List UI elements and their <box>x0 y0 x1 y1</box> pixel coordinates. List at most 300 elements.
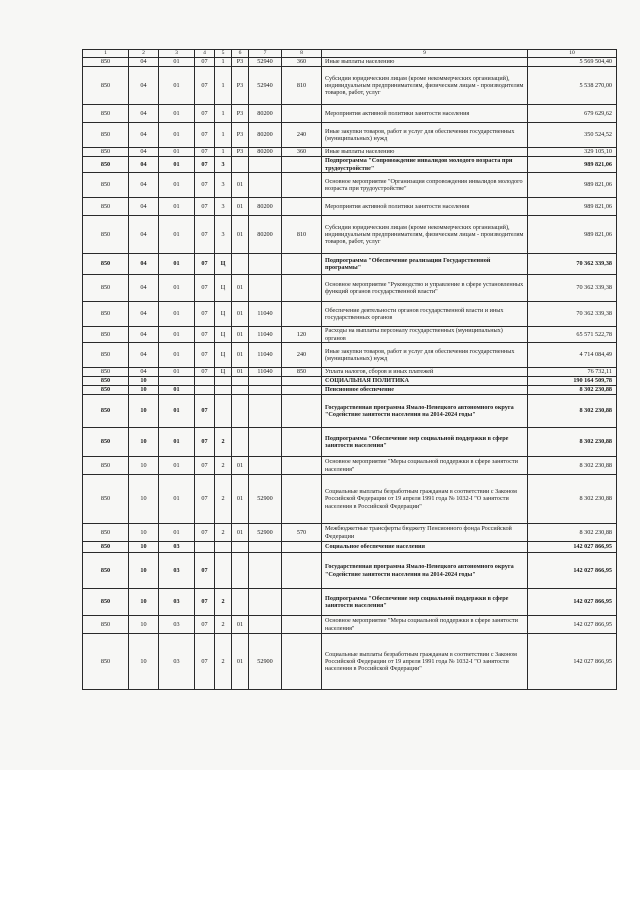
subprogram-code-cell: Ц <box>215 327 232 343</box>
table-row <box>83 616 617 634</box>
measure-code-cell: Р3 <box>232 105 249 123</box>
column-number: 1 <box>83 50 129 58</box>
subsection-code-cell: 03 <box>159 634 195 690</box>
program-code-cell: 07 <box>195 589 215 616</box>
section-code-cell: 10 <box>129 475 159 524</box>
expense-type-code-cell: 120 <box>282 327 322 343</box>
direction-code-cell: 80200 <box>249 148 282 157</box>
amount-cell: 70 362 339,38 <box>528 275 617 302</box>
subprogram-code-cell: 2 <box>215 457 232 475</box>
direction-code-cell: 11040 <box>249 302 282 327</box>
section-code-cell: 10 <box>129 457 159 475</box>
ministry-code-cell: 850 <box>83 616 129 634</box>
table-row <box>83 148 617 157</box>
subsection-code-cell: 01 <box>159 157 195 173</box>
table-row <box>83 553 617 589</box>
subprogram-code-cell: 3 <box>215 198 232 216</box>
expense-type-code-cell <box>282 275 322 302</box>
amount-cell: 142 027 866,95 <box>528 634 617 690</box>
section-code-cell: 04 <box>129 198 159 216</box>
section-code-cell: 10 <box>129 589 159 616</box>
table-row <box>83 123 617 148</box>
ministry-code-cell: 850 <box>83 275 129 302</box>
subsection-code-cell: 01 <box>159 327 195 343</box>
program-code-cell: 07 <box>195 148 215 157</box>
expense-type-code-cell <box>282 173 322 198</box>
program-code-cell: 07 <box>195 105 215 123</box>
table-row <box>83 67 617 105</box>
direction-code-cell: 11040 <box>249 343 282 368</box>
program-code-cell: 07 <box>195 327 215 343</box>
subprogram-code-cell: 2 <box>215 475 232 524</box>
item-name-cell: Подпрограмма "Обеспечение мер социальной поддержки в сфере занятости населения" <box>322 428 528 457</box>
measure-code-cell: Р3 <box>232 123 249 148</box>
subprogram-code-cell <box>215 386 232 395</box>
program-code-cell <box>195 377 215 386</box>
program-code-cell: 07 <box>195 67 215 105</box>
direction-code-cell <box>249 377 282 386</box>
expense-type-code-cell <box>282 105 322 123</box>
item-name-cell: Межбюджетные трансферты бюджету Пенсионного фонда Российской Федерации <box>322 524 528 542</box>
ministry-code-cell: 850 <box>83 553 129 589</box>
expense-type-code-cell <box>282 386 322 395</box>
item-name-cell: Подпрограмма "Обеспечение мер социальной поддержки в сфере занятости населения" <box>322 589 528 616</box>
subsection-code-cell <box>159 377 195 386</box>
expense-type-code-cell: 360 <box>282 58 322 67</box>
program-code-cell: 07 <box>195 343 215 368</box>
ministry-code-cell: 850 <box>83 302 129 327</box>
subsection-code-cell: 01 <box>159 216 195 254</box>
budget-table-body <box>83 50 617 690</box>
section-code-cell: 04 <box>129 67 159 105</box>
direction-code-cell <box>249 395 282 428</box>
ministry-code-cell: 850 <box>83 173 129 198</box>
table-row <box>83 634 617 690</box>
program-code-cell: 07 <box>195 368 215 377</box>
subprogram-code-cell: 2 <box>215 524 232 542</box>
measure-code-cell <box>232 157 249 173</box>
ministry-code-cell: 850 <box>83 634 129 690</box>
table-row <box>83 173 617 198</box>
program-code-cell: 07 <box>195 634 215 690</box>
item-name-cell: Социальное обеспечение населения <box>322 542 528 553</box>
subsection-code-cell: 01 <box>159 123 195 148</box>
ministry-code-cell: 850 <box>83 327 129 343</box>
section-code-cell: 10 <box>129 553 159 589</box>
table-row <box>83 105 617 123</box>
table-row <box>83 542 617 553</box>
item-name-cell: Расходы на выплаты персоналу государственных (муниципальных) органов <box>322 327 528 343</box>
subsection-code-cell: 01 <box>159 105 195 123</box>
section-code-cell: 04 <box>129 216 159 254</box>
program-code-cell: 07 <box>195 553 215 589</box>
item-name-cell: Основное мероприятие "Организация сопровождения инвалидов молодого возраста при трудоустройстве" <box>322 173 528 198</box>
direction-code-cell <box>249 553 282 589</box>
expense-type-code-cell <box>282 589 322 616</box>
section-code-cell: 10 <box>129 616 159 634</box>
subprogram-code-cell: Ц <box>215 368 232 377</box>
ministry-code-cell: 850 <box>83 216 129 254</box>
program-code-cell: 07 <box>195 475 215 524</box>
ministry-code-cell: 850 <box>83 524 129 542</box>
program-code-cell: 07 <box>195 428 215 457</box>
section-code-cell: 04 <box>129 105 159 123</box>
program-code-cell: 07 <box>195 254 215 275</box>
section-code-cell: 10 <box>129 395 159 428</box>
expense-type-code-cell: 810 <box>282 216 322 254</box>
expense-type-code-cell: 360 <box>282 148 322 157</box>
section-code-cell: 04 <box>129 58 159 67</box>
ministry-code-cell: 850 <box>83 67 129 105</box>
direction-code-cell: 52900 <box>249 634 282 690</box>
ministry-code-cell: 850 <box>83 457 129 475</box>
ministry-code-cell: 850 <box>83 198 129 216</box>
amount-cell: 142 027 866,95 <box>528 553 617 589</box>
measure-code-cell: 01 <box>232 475 249 524</box>
amount-cell: 8 302 230,88 <box>528 475 617 524</box>
item-name-cell: Субсидии юридическим лицам (кроме некоммерческих организаций), индивидуальным предпринимателям, физическим лицам - производителям товаров, работ, услуг <box>322 216 528 254</box>
budget-table <box>82 49 617 690</box>
column-number: 3 <box>159 50 195 58</box>
direction-code-cell <box>249 428 282 457</box>
amount-cell: 989 821,06 <box>528 173 617 198</box>
program-code-cell: 07 <box>195 457 215 475</box>
item-name-cell: Социальные выплаты безработным гражданам в соответствии с Законом Российской Федерации от 19 апреля 1991 года № 1032-I "О занятости населения в Российской Федерации" <box>322 475 528 524</box>
direction-code-cell <box>249 616 282 634</box>
direction-code-cell <box>249 589 282 616</box>
measure-code-cell: 01 <box>232 457 249 475</box>
direction-code-cell: 11040 <box>249 327 282 343</box>
measure-code-cell: 01 <box>232 368 249 377</box>
table-row <box>83 589 617 616</box>
column-number: 10 <box>528 50 617 58</box>
column-number-row <box>83 50 617 58</box>
amount-cell: 142 027 866,95 <box>528 589 617 616</box>
direction-code-cell: 80200 <box>249 216 282 254</box>
measure-code-cell: 01 <box>232 302 249 327</box>
subprogram-code-cell <box>215 542 232 553</box>
direction-code-cell: 80200 <box>249 105 282 123</box>
amount-cell: 65 571 522,78 <box>528 327 617 343</box>
amount-cell: 142 027 866,95 <box>528 542 617 553</box>
subsection-code-cell: 01 <box>159 524 195 542</box>
subprogram-code-cell: 2 <box>215 589 232 616</box>
program-code-cell: 07 <box>195 302 215 327</box>
table-row <box>83 386 617 395</box>
measure-code-cell: 01 <box>232 343 249 368</box>
section-code-cell: 04 <box>129 343 159 368</box>
subprogram-code-cell: 2 <box>215 428 232 457</box>
direction-code-cell <box>249 275 282 302</box>
ministry-code-cell: 850 <box>83 377 129 386</box>
program-code-cell: 07 <box>195 216 215 254</box>
expense-type-code-cell <box>282 157 322 173</box>
table-row <box>83 302 617 327</box>
item-name-cell: Уплата налогов, сборов и иных платежей <box>322 368 528 377</box>
subprogram-code-cell: Ц <box>215 254 232 275</box>
program-code-cell: 07 <box>195 524 215 542</box>
ministry-code-cell: 850 <box>83 105 129 123</box>
expense-type-code-cell: 810 <box>282 67 322 105</box>
direction-code-cell <box>249 457 282 475</box>
subsection-code-cell: 01 <box>159 302 195 327</box>
section-code-cell: 04 <box>129 368 159 377</box>
measure-code-cell <box>232 428 249 457</box>
item-name-cell: Иные закупки товаров, работ и услуг для обеспечения государственных (муниципальных) нужд <box>322 123 528 148</box>
expense-type-code-cell <box>282 542 322 553</box>
measure-code-cell <box>232 395 249 428</box>
item-name-cell: Иные выплаты населению <box>322 58 528 67</box>
item-name-cell: Основное мероприятие "Меры социальной поддержки в сфере занятости населения" <box>322 457 528 475</box>
measure-code-cell: 01 <box>232 198 249 216</box>
subsection-code-cell: 01 <box>159 428 195 457</box>
subprogram-code-cell: 1 <box>215 105 232 123</box>
measure-code-cell: 01 <box>232 275 249 302</box>
subsection-code-cell: 03 <box>159 589 195 616</box>
direction-code-cell: 52900 <box>249 524 282 542</box>
ministry-code-cell: 850 <box>83 368 129 377</box>
measure-code-cell <box>232 542 249 553</box>
subsection-code-cell: 03 <box>159 542 195 553</box>
direction-code-cell: 80200 <box>249 123 282 148</box>
expense-type-code-cell: 850 <box>282 368 322 377</box>
program-code-cell: 07 <box>195 616 215 634</box>
direction-code-cell <box>249 173 282 198</box>
subprogram-code-cell: Ц <box>215 343 232 368</box>
amount-cell: 8 302 230,88 <box>528 386 617 395</box>
table-row <box>83 377 617 386</box>
expense-type-code-cell <box>282 395 322 428</box>
table-row <box>83 254 617 275</box>
item-name-cell: Основное мероприятие "Меры социальной поддержки в сфере занятости населения" <box>322 616 528 634</box>
subprogram-code-cell: 1 <box>215 67 232 105</box>
ministry-code-cell: 850 <box>83 343 129 368</box>
table-row <box>83 58 617 67</box>
direction-code-cell: 11040 <box>249 368 282 377</box>
expense-type-code-cell <box>282 634 322 690</box>
amount-cell: 4 714 084,49 <box>528 343 617 368</box>
ministry-code-cell: 850 <box>83 542 129 553</box>
item-name-cell: Иные выплаты населению <box>322 148 528 157</box>
subsection-code-cell: 01 <box>159 275 195 302</box>
subsection-code-cell: 01 <box>159 173 195 198</box>
section-code-cell: 10 <box>129 542 159 553</box>
table-row <box>83 395 617 428</box>
table-row <box>83 524 617 542</box>
amount-cell: 76 732,11 <box>528 368 617 377</box>
expense-type-code-cell <box>282 254 322 275</box>
measure-code-cell <box>232 589 249 616</box>
amount-cell: 350 524,52 <box>528 123 617 148</box>
table-row <box>83 428 617 457</box>
measure-code-cell: Р3 <box>232 67 249 105</box>
measure-code-cell: 01 <box>232 173 249 198</box>
column-number: 6 <box>232 50 249 58</box>
amount-cell: 8 302 230,88 <box>528 524 617 542</box>
program-code-cell: 07 <box>195 58 215 67</box>
subsection-code-cell: 01 <box>159 457 195 475</box>
expense-type-code-cell: 570 <box>282 524 322 542</box>
ministry-code-cell: 850 <box>83 123 129 148</box>
measure-code-cell: Р3 <box>232 58 249 67</box>
ministry-code-cell: 850 <box>83 386 129 395</box>
subsection-code-cell: 01 <box>159 254 195 275</box>
subprogram-code-cell: 1 <box>215 148 232 157</box>
amount-cell: 989 821,06 <box>528 198 617 216</box>
ministry-code-cell: 850 <box>83 475 129 524</box>
direction-code-cell <box>249 542 282 553</box>
item-name-cell: Иные закупки товаров, работ и услуг для обеспечения государственных (муниципальных) нужд <box>322 343 528 368</box>
program-code-cell: 07 <box>195 157 215 173</box>
measure-code-cell: 01 <box>232 634 249 690</box>
expense-type-code-cell <box>282 457 322 475</box>
table-row <box>83 327 617 343</box>
table-row <box>83 343 617 368</box>
subprogram-code-cell: 2 <box>215 634 232 690</box>
direction-code-cell <box>249 386 282 395</box>
section-code-cell: 04 <box>129 302 159 327</box>
amount-cell: 5 569 504,40 <box>528 58 617 67</box>
direction-code-cell: 52940 <box>249 58 282 67</box>
column-number: 8 <box>282 50 322 58</box>
item-name-cell: СОЦИАЛЬНАЯ ПОЛИТИКА <box>322 377 528 386</box>
subsection-code-cell: 01 <box>159 58 195 67</box>
subprogram-code-cell: 1 <box>215 123 232 148</box>
subprogram-code-cell: Ц <box>215 275 232 302</box>
measure-code-cell: 01 <box>232 327 249 343</box>
section-code-cell: 10 <box>129 428 159 457</box>
measure-code-cell: 01 <box>232 216 249 254</box>
subsection-code-cell: 01 <box>159 395 195 428</box>
subsection-code-cell: 03 <box>159 616 195 634</box>
column-number: 2 <box>129 50 159 58</box>
section-code-cell: 04 <box>129 275 159 302</box>
subprogram-code-cell: 3 <box>215 173 232 198</box>
subsection-code-cell: 01 <box>159 343 195 368</box>
subsection-code-cell: 01 <box>159 148 195 157</box>
item-name-cell: Социальные выплаты безработным гражданам в соответствии с Законом Российской Федерации от 19 апреля 1991 года № 1032-I "О занятости населения в Российской Федерации" <box>322 634 528 690</box>
subsection-code-cell: 01 <box>159 368 195 377</box>
direction-code-cell <box>249 254 282 275</box>
measure-code-cell <box>232 254 249 275</box>
direction-code-cell: 52940 <box>249 67 282 105</box>
section-code-cell: 10 <box>129 386 159 395</box>
ministry-code-cell: 850 <box>83 395 129 428</box>
amount-cell: 8 302 230,88 <box>528 395 617 428</box>
measure-code-cell: 01 <box>232 524 249 542</box>
ministry-code-cell: 850 <box>83 589 129 616</box>
subprogram-code-cell <box>215 553 232 589</box>
subsection-code-cell: 01 <box>159 198 195 216</box>
subprogram-code-cell <box>215 395 232 428</box>
program-code-cell: 07 <box>195 395 215 428</box>
amount-cell: 142 027 866,95 <box>528 616 617 634</box>
measure-code-cell: 01 <box>232 616 249 634</box>
item-name-cell: Пенсионное обеспечение <box>322 386 528 395</box>
table-row <box>83 457 617 475</box>
expense-type-code-cell <box>282 553 322 589</box>
item-name-cell: Подпрограмма "Обеспечение реализации Государственной программы" <box>322 254 528 275</box>
column-number: 5 <box>215 50 232 58</box>
amount-cell: 8 302 230,88 <box>528 428 617 457</box>
column-number: 9 <box>322 50 528 58</box>
expense-type-code-cell <box>282 198 322 216</box>
program-code-cell: 07 <box>195 198 215 216</box>
amount-cell: 5 538 270,00 <box>528 67 617 105</box>
subprogram-code-cell <box>215 377 232 386</box>
amount-cell: 190 164 509,78 <box>528 377 617 386</box>
item-name-cell: Мероприятия активной политики занятости населения <box>322 105 528 123</box>
subsection-code-cell: 01 <box>159 386 195 395</box>
measure-code-cell <box>232 386 249 395</box>
section-code-cell: 04 <box>129 148 159 157</box>
section-code-cell: 04 <box>129 254 159 275</box>
blank-margin <box>0 770 640 905</box>
table-row <box>83 157 617 173</box>
section-code-cell: 10 <box>129 377 159 386</box>
amount-cell: 8 302 230,88 <box>528 457 617 475</box>
ministry-code-cell: 850 <box>83 157 129 173</box>
column-number: 7 <box>249 50 282 58</box>
ministry-code-cell: 850 <box>83 58 129 67</box>
subprogram-code-cell: 3 <box>215 216 232 254</box>
item-name-cell: Мероприятия активной политики занятости населения <box>322 198 528 216</box>
ministry-code-cell: 850 <box>83 428 129 457</box>
item-name-cell: Основное мероприятие "Руководство и управление в сфере установленных функций органов государственной власти" <box>322 275 528 302</box>
expense-type-code-cell: 240 <box>282 123 322 148</box>
direction-code-cell: 52900 <box>249 475 282 524</box>
item-name-cell: Государственная программа Ямало-Ненецкого автономного округа "Содействие занятости населения на 2014-2024 годы" <box>322 553 528 589</box>
amount-cell: 70 362 339,38 <box>528 302 617 327</box>
subprogram-code-cell: Ц <box>215 302 232 327</box>
section-code-cell: 10 <box>129 524 159 542</box>
table-row <box>83 368 617 377</box>
amount-cell: 329 105,10 <box>528 148 617 157</box>
direction-code-cell: 80200 <box>249 198 282 216</box>
subprogram-code-cell: 2 <box>215 616 232 634</box>
section-code-cell: 04 <box>129 157 159 173</box>
item-name-cell: Государственная программа Ямало-Ненецкого автономного округа "Содействие занятости населения на 2014-2024 годы" <box>322 395 528 428</box>
item-name-cell: Обеспечение деятельности органов государственной власти и иных государственных органов <box>322 302 528 327</box>
expense-type-code-cell <box>282 475 322 524</box>
section-code-cell: 04 <box>129 173 159 198</box>
ministry-code-cell: 850 <box>83 148 129 157</box>
expense-type-code-cell <box>282 302 322 327</box>
program-code-cell: 07 <box>195 173 215 198</box>
expense-type-code-cell: 240 <box>282 343 322 368</box>
column-number: 4 <box>195 50 215 58</box>
program-code-cell <box>195 386 215 395</box>
table-row <box>83 198 617 216</box>
direction-code-cell <box>249 157 282 173</box>
ministry-code-cell: 850 <box>83 254 129 275</box>
subsection-code-cell: 01 <box>159 475 195 524</box>
subprogram-code-cell: 1 <box>215 58 232 67</box>
program-code-cell: 07 <box>195 275 215 302</box>
table-row <box>83 475 617 524</box>
item-name-cell: Подпрограмма "Сопровождение инвалидов молодого возраста при трудоустройстве" <box>322 157 528 173</box>
table-row <box>83 216 617 254</box>
amount-cell: 989 821,06 <box>528 157 617 173</box>
expense-type-code-cell <box>282 616 322 634</box>
program-code-cell <box>195 542 215 553</box>
amount-cell: 989 821,06 <box>528 216 617 254</box>
section-code-cell: 04 <box>129 327 159 343</box>
subsection-code-cell: 03 <box>159 553 195 589</box>
program-code-cell: 07 <box>195 123 215 148</box>
measure-code-cell <box>232 553 249 589</box>
measure-code-cell <box>232 377 249 386</box>
